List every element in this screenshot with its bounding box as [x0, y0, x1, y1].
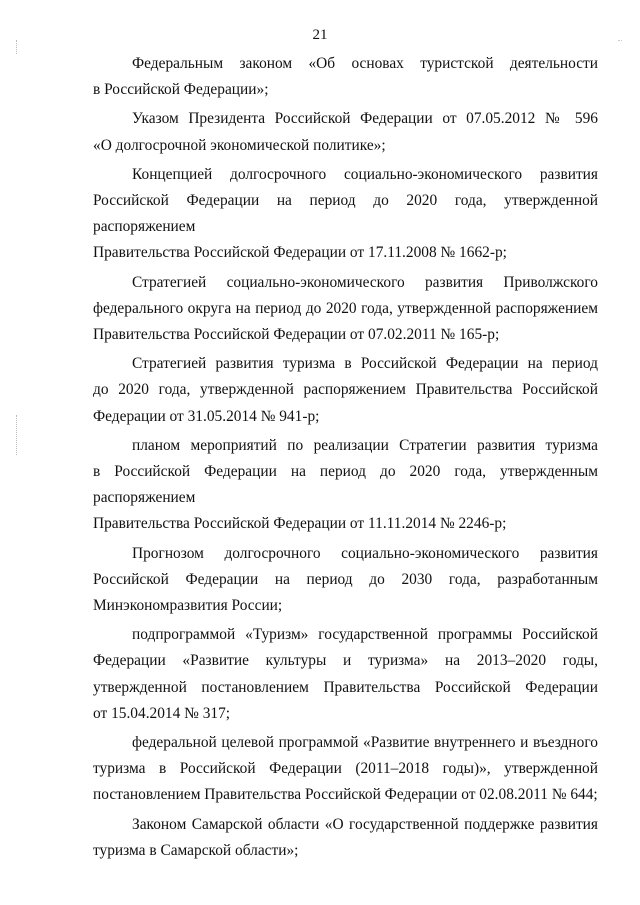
text-line: Правительства Российской Федерации от 17.11.2008 № 1662-р; — [93, 244, 507, 262]
paragraph — [93, 730, 598, 809]
paragraph — [93, 541, 598, 620]
text-line: утвержденной постановлением Правительства Российской Федерации — [93, 678, 598, 696]
text-line: Правительства Российской Федерации от 07.02.2011 № 165-р; — [93, 326, 500, 344]
paragraph — [93, 812, 598, 864]
text-line: Законом Самарской области «О государственной поддержке развития — [132, 815, 598, 833]
text-line: Прогнозом долгосрочного социально-экономического развития — [132, 544, 598, 562]
text-line: Правительства Российской Федерации от 11.11.2014 № 2246-р; — [93, 515, 507, 533]
paragraph — [93, 270, 598, 349]
paragraph — [93, 51, 598, 103]
text-line: Минэкономразвития России; — [93, 597, 283, 615]
paragraph — [93, 106, 598, 158]
paragraph — [93, 622, 598, 727]
text-line: подпрограммой «Туризм» государственной программы Российской — [132, 626, 598, 644]
text-line: Стратегией развития туризма в Российской Федерации на период — [132, 355, 598, 373]
text-line: «О долгосрочной экономической политике»; — [93, 136, 386, 154]
text-line: Указом Президента Российской Федерации от 07.05.2012 № 596 — [132, 110, 598, 128]
text-line: Стратегией социально-экономического развития Приволжского — [132, 273, 598, 291]
document-body — [93, 51, 598, 867]
text-line: Российской Федерации на период до 2020 года, утвержденной распоряжением — [93, 192, 598, 236]
paragraph — [93, 162, 598, 267]
text-line: Федерации «Развитие культуры и туризма» на 2013–2020 годы, — [93, 652, 598, 670]
text-line: постановлением Правительства Российской Федерации от 02.08.2011 № 644; — [93, 786, 598, 804]
text-line: Российской Федерации на период до 2030 года, разработанным — [93, 570, 598, 588]
text-line: в Российской Федерации на период до 2020 года, утвержденным распоряжением — [93, 463, 598, 507]
page-number: 21 — [312, 27, 328, 43]
text-line: туризма в Российской Федерации (2011–2018 годы)», утвержденной — [93, 760, 598, 778]
text-line: Федеральным законом «Об основах туристской деятельности — [132, 55, 598, 72]
paragraph — [93, 433, 598, 538]
text-line: Концепцией долгосрочного социально-экономического развития — [132, 165, 598, 183]
text-line: в Российской Федерации»; — [93, 81, 269, 99]
text-line: до 2020 года, утвержденной распоряжением Правительства Российской — [93, 381, 598, 399]
text-line: планом мероприятий по реализации Стратегии развития туризма — [132, 436, 598, 454]
scan-margin-mark — [16, 415, 23, 455]
text-line: от 15.04.2014 № 317; — [93, 704, 231, 722]
text-line: туризма в Самарской области»; — [93, 841, 299, 859]
text-line: федеральной целевой программой «Развитие внутреннего и въездного — [132, 734, 598, 752]
text-line: федерального округа на период до 2020 года, утвержденной распоряжением — [93, 299, 598, 317]
text-line: Федерации от 31.05.2014 № 941-р; — [93, 407, 320, 425]
paragraph — [93, 351, 598, 430]
